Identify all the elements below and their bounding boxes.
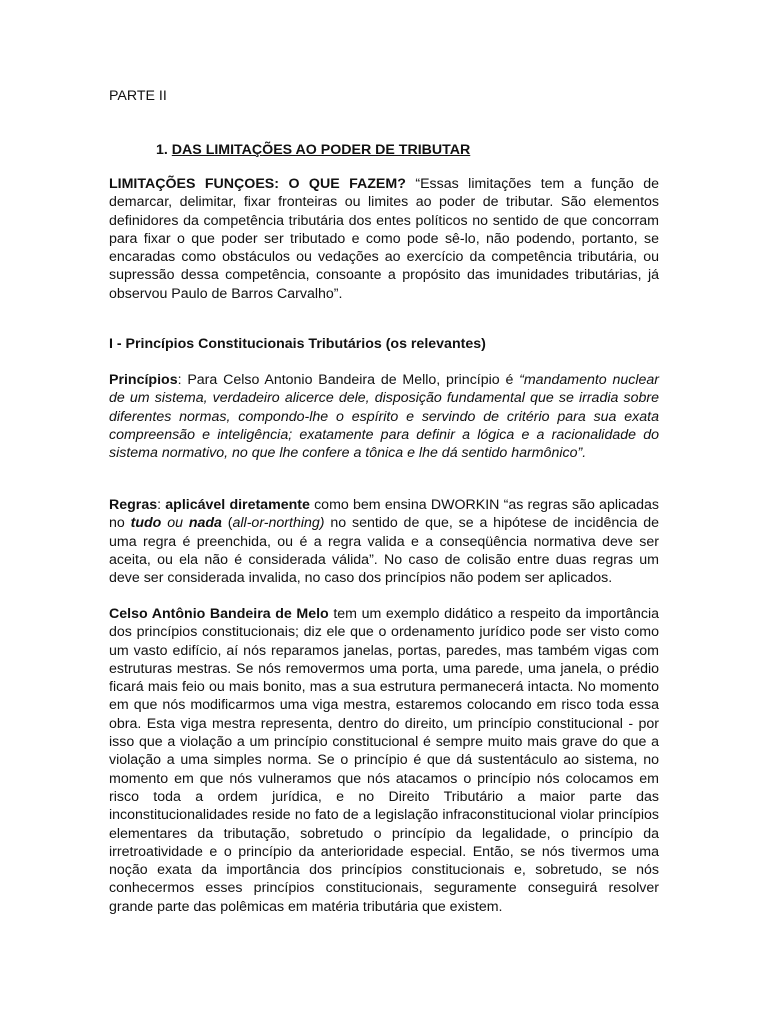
regras-all-or-nothing: all-or-northing) <box>232 515 325 532</box>
principios-quote: “mandamento nuclear de um sistema, verdadeiro alicerce dele, disposição fundamental que se irradia sobre diferentes normas, compondo-lhe o espírito e servindo de critério para sua exata compreensão e inteligência; exatamente para definir a lógica e a racionalidade do sistema normativo, no que lhe confere a tônica e lhe dá sentido harmônico”. <box>109 372 659 462</box>
principios-heading: I - Princípios Constitucionais Tributários (os relevantes) <box>109 336 486 352</box>
regras-text-1: como bem ensina DWORKIN “as regras são aplicadas no <box>109 497 660 532</box>
celso-text: tem um exemplo didático a respeito da importância dos princípios constitucionais; diz ele que o ordenamento jurídico pode ser visto como um vasto edifício, aí nós reparamos janelas, portas, paredes, mas também vigas com estruturas mestras. Se nós removermos uma porta, uma parede, uma janela, o prédio ficará mais feio ou mais bonito, mas a sua estrutura permanecerá intacta. No momento em que nós modificarmos uma viga mestra, estaremos colocando em risco toda essa obra. Esta viga mestra representa, dentro do direito, um princípio constitucional - por isso que a violação a um princípio constitucional é sempre muito mais grave do que a violação a uma simples norma. Se o princípio é que dá sustentáculo ao sistema, no momento em que nós vulneramos que nós atacamos o princípio nós colocamos em risco toda a ordem jurídica, e no Direito Tributário a maior parte das inconstitucionalidades reside no fato de a legislação infraconstitucional violar princípios elementares da tributação, sobretudo o princípio da legalidade, o princípio da irretroatividade e o princípio da anterioridade especial. Então, se nós tivermos uma noção exata da importância dos princípios constitucionais e, sobretudo, se nós conhecermos esses princípios constitucionais, seguramente conseguirá resolver grande parte das polêmicas em matéria tributária que existem. <box>109 606 659 915</box>
regras-text-3: no sentido de que, se a hipótese de incidência de uma regra é preenchida, ou é a regra valida e a conseqüência normativa deve ser aceita, ou ela não é considerada válida”. No caso de colisão entre duas regras um deve ser considerada invalida, no caso dos princípios não podem ser aplicados. <box>109 515 659 587</box>
regras-text-2: ( <box>221 515 233 532</box>
section-title <box>156 141 470 159</box>
celso-paragraph <box>109 605 659 916</box>
limitacoes-heading: LIMITAÇÕES FUNÇOES: O QUE FAZEM? <box>109 176 406 192</box>
celso-name: Celso Antônio Bandeira de Melo <box>109 606 329 622</box>
part-label: PARTE II <box>109 88 167 104</box>
regras-sep: : <box>157 497 166 513</box>
principios-paragraph <box>109 371 659 462</box>
regras-label: Regras <box>109 497 158 513</box>
principios-intro: : Para Celso Antonio Bandeira de Mello, princípio é <box>177 372 520 388</box>
regras-ou: ou <box>161 515 189 532</box>
regras-paragraph <box>109 496 659 587</box>
principios-label: Princípios <box>109 372 178 388</box>
section-number: 1. <box>156 142 168 158</box>
limitacoes-paragraph <box>109 175 659 303</box>
regras-aplicavel: aplicável diretamente <box>165 497 310 513</box>
limitacoes-text: “Essas limitações tem a função de demarcar, delimitar, fixar fronteiras ou limites ao poder de tributar. São elementos definidores da competência tributária dos entes políticos no sentido de que concorram para fixar o que poder ser tributado e como pode sê-lo, não podendo, portanto, se encaradas como obstáculos ou vedações ao exercício da competência tributária, ou supressão dessa competência, consoante a propósito das imunidades tributárias, já observou Paulo de Barros Carvalho”. <box>109 176 659 302</box>
regras-nada: nada <box>188 515 222 532</box>
section-title-text: DAS LIMITAÇÕES AO PODER DE TRIBUTAR <box>171 142 471 158</box>
regras-tudo: tudo <box>130 515 162 532</box>
